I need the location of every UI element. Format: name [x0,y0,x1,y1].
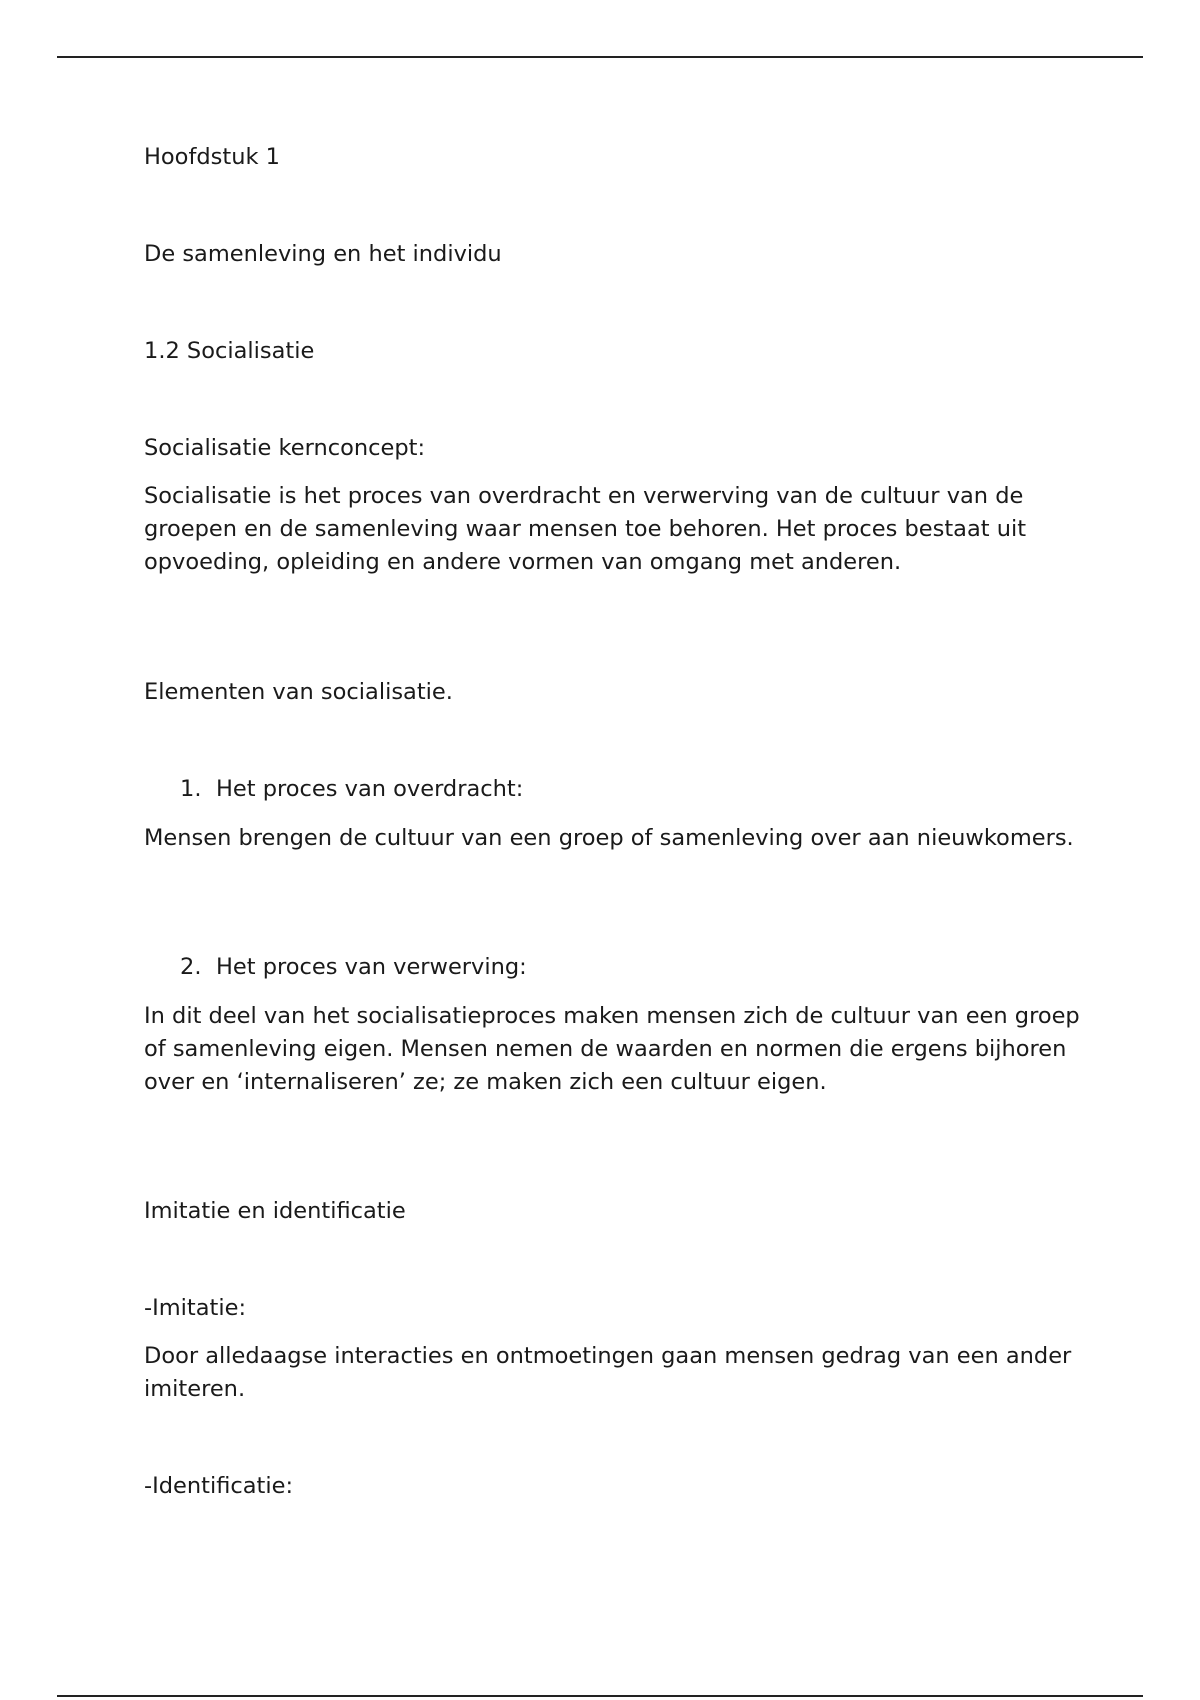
list-number: 1. [180,776,202,802]
list-item-transfer [180,773,523,806]
core-concept-text: Socialisatie is het proces van overdracht en verwerving van de cultuur van de groepen en de samenleving waar mensen toe behoren. Het proces bestaat uit opvoeding, opleiding en andere vormen van omgang met anderen. [144,483,1027,575]
chapter-label: Hoofdstuk 1 [144,144,280,170]
imitation-heading: Imitatie en identificatie [144,1198,406,1224]
chapter-title: De samenleving en het individu [144,241,502,267]
core-concept-heading: Socialisatie kernconcept: [144,435,426,461]
page-bottom-rule [57,1695,1143,1697]
list-item-title: Het proces van overdracht: [216,776,524,802]
elements-heading: Elementen van socialisatie. [144,679,453,705]
page-top-rule [57,56,1143,58]
imitation-text: Door alledaagse interacties en ontmoetingen gaan mensen gedrag van een ander imiteren. [144,1343,1072,1402]
identification-label: -Identificatie: [144,1473,294,1499]
acquisition-text: In dit deel van het socialisatieproces maken mensen zich de cultuur van een groep of samenleving eigen. Mensen nemen de waarden en normen die ergens bijhoren over en ‘internaliseren’ ze; ze maken zich een cultuur eigen. [144,1003,1080,1095]
imitation-label: -Imitatie: [144,1295,247,1321]
transfer-text: Mensen brengen de cultuur van een groep of samenleving over aan nieuwkomers. [144,825,1074,851]
list-item-acquisition [180,951,527,984]
list-item-title: Het proces van verwerving: [216,954,527,980]
list-number: 2. [180,954,202,980]
section-heading: 1.2 Socialisatie [144,338,315,364]
